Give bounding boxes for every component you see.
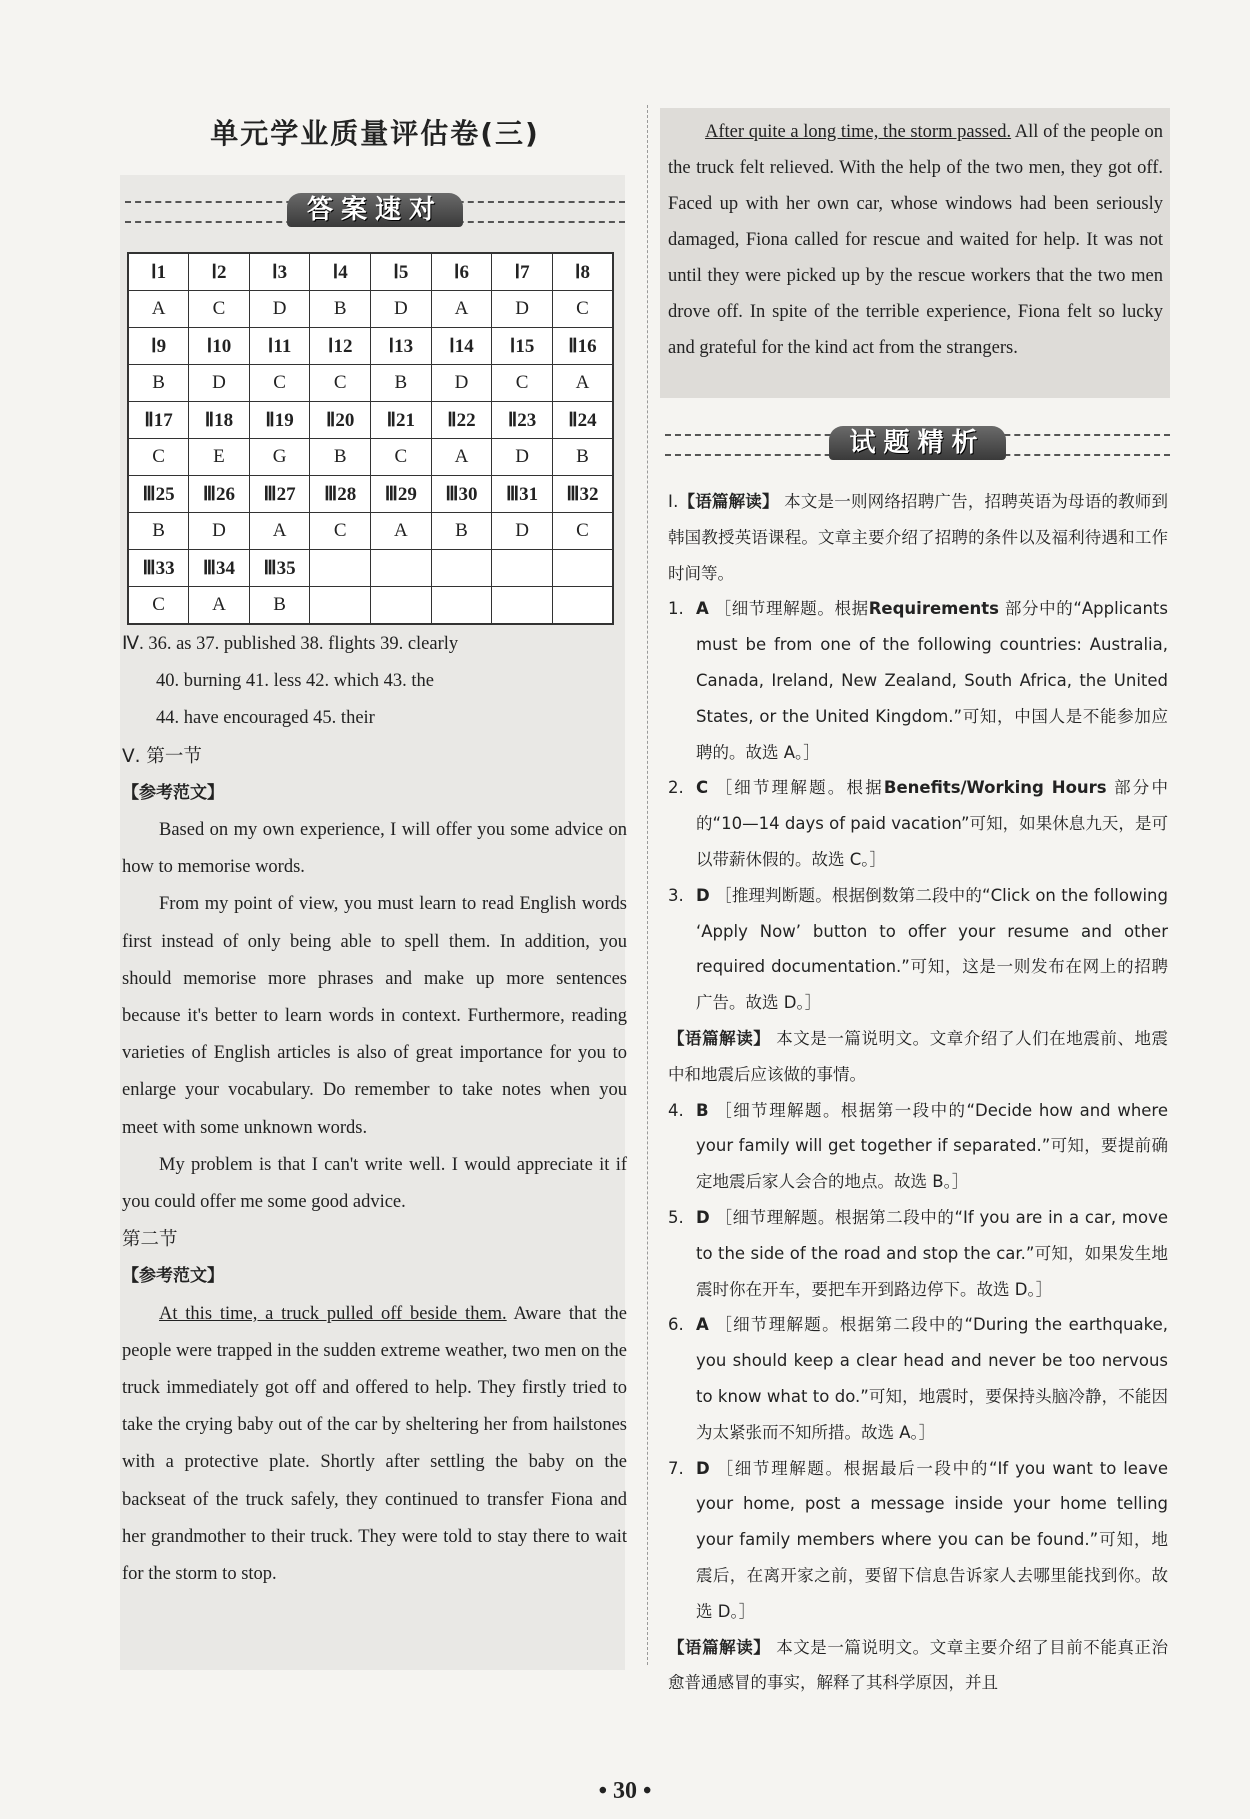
section-4-line: Ⅳ. 36. as 37. published 38. flights 39. clearly (122, 634, 459, 654)
question-number-cell: Ⅲ25 (128, 476, 189, 513)
analysis-item: 4. B ［细节理解题。根据第一段中的“Decide how and where your family will get together if separated.”可知，要提前确定地震后家人会合的地点。故选 B。］ (668, 1100, 1169, 1192)
question-number-cell: Ⅰ5 (371, 253, 432, 291)
answer-cell: C (371, 439, 432, 476)
answer-cell: C (249, 365, 310, 402)
item-answer: D (696, 1458, 710, 1478)
answer-cell: D (492, 513, 553, 550)
answer-cell: A (249, 513, 310, 550)
analysis-item: 1. A ［细节理解题。根据Requirements 部分中的“Applicants must be from one of the following countries: Australia, Canada, Ireland, New Zealand, South Africa, the United States, or the United Kingdom.”可知，中国人是不能参加应聘的。故选 A。］ (668, 599, 1169, 762)
question-number-cell: Ⅱ24 (552, 402, 613, 439)
answer-cell: C (552, 291, 613, 328)
essay-paragraph: My problem is that I can't write well. I would appreciate it if you could offer me some good advice. (122, 1154, 627, 1213)
answer-cell (492, 587, 553, 625)
underlined-sentence: After quite a long time, the storm passed. (705, 122, 1012, 142)
column-divider (647, 105, 648, 1665)
reference-label: 【参考范文】 (122, 782, 224, 803)
question-number-cell: Ⅱ19 (249, 402, 310, 439)
answer-table (127, 252, 614, 625)
item-answer: B (696, 1100, 709, 1120)
question-number-cell: Ⅲ34 (189, 550, 250, 587)
essay-paragraph: Based on my own experience, I will offer you some advice on how to memorise words. (122, 820, 627, 878)
analysis-item: 2. C ［细节理解题。根据Benefits/Working Hours 部分中的“10—14 days of paid vacation”可知，如果休息九天，是可以带薪休假的。故选 C。］ (668, 778, 1168, 869)
answer-cell: D (189, 513, 250, 550)
question-number-cell: Ⅲ32 (552, 476, 613, 513)
question-number-cell (492, 550, 553, 587)
question-number-cell: Ⅰ14 (431, 328, 492, 365)
answer-row (128, 513, 613, 550)
analysis-item: 3. D ［推理判断题。根据倒数第二段中的“Click on the following ‘Apply Now’ button to offer your resume and other required documentation.”可知，这是一则发布在网上的招聘广告。故选 D。］ (668, 885, 1168, 1013)
question-number-cell: Ⅰ10 (189, 328, 250, 365)
section-4-answers (122, 626, 627, 1593)
analysis-item: 7. D ［细节理解题。根据最后一段中的“If you want to leave your home, post a message inside your home telling your family members where you can be found.”可知，地震后，在离开家之前，要留下信息告诉家人去哪里能找到你。故选 D。］ (668, 1458, 1168, 1621)
question-number-cell: Ⅰ13 (371, 328, 432, 365)
question-number-row (128, 253, 613, 291)
answer-cell: B (431, 513, 492, 550)
question-number-cell (552, 550, 613, 587)
question-number-row (128, 328, 613, 365)
answer-cell: A (552, 365, 613, 402)
section-4-line: 40. burning 41. less 42. which 43. the (156, 671, 434, 692)
question-number-cell: Ⅲ29 (371, 476, 432, 513)
question-number-cell: Ⅲ28 (310, 476, 371, 513)
answer-cell: A (431, 291, 492, 328)
answer-row (128, 291, 613, 328)
question-number-cell: Ⅰ1 (128, 253, 189, 291)
answer-cell (310, 587, 371, 625)
essay-paragraph: At this time, a truck pulled off beside them. Aware that the people were trapped in the sudden extreme weather, two men on the truck immediately got off and offered to help. They firstly tried to take the crying baby out of the car by sheltering her from hailstones with a protective plate. Shortly after settling the baby on the backseat of the truck safely, they continued to transfer Fiona and her grandmother to their truck. They were told to stay there to wait for the storm to stop. (122, 1303, 627, 1585)
answer-cell: C (552, 513, 613, 550)
question-number-cell: Ⅱ20 (310, 402, 371, 439)
answer-cell: C (128, 439, 189, 476)
continuation-essay (668, 114, 1163, 366)
question-number-cell: Ⅰ3 (249, 253, 310, 291)
answer-row (128, 439, 613, 476)
analysis-intro-1: Ⅰ.【语篇解读】 本文是一则网络招聘广告，招聘英语为母语的教师到韩国教授英语课程。文章主要介绍了招聘的条件以及福利待遇和工作时间等。 (668, 492, 1169, 583)
question-number-cell (371, 550, 432, 587)
answer-cell (431, 587, 492, 625)
underlined-sentence: At this time, a truck pulled off beside them. (159, 1303, 507, 1324)
question-number-cell: Ⅱ23 (492, 402, 553, 439)
answer-cell: B (249, 587, 310, 625)
answer-cell: A (128, 291, 189, 328)
question-number-cell: Ⅱ16 (552, 328, 613, 365)
analysis-section (668, 484, 1168, 1701)
question-number-cell: Ⅰ8 (552, 253, 613, 291)
answer-cell: C (128, 587, 189, 625)
answer-cell: B (128, 513, 189, 550)
question-number-cell: Ⅰ6 (431, 253, 492, 291)
question-number-cell: Ⅰ7 (492, 253, 553, 291)
item-number: 4. (668, 1100, 684, 1120)
question-number-cell: Ⅰ9 (128, 328, 189, 365)
item-number: 2. (668, 778, 684, 798)
question-number-cell: Ⅲ35 (249, 550, 310, 587)
item-answer: A (696, 599, 709, 619)
question-number-cell: Ⅰ4 (310, 253, 371, 291)
item-answer: A (696, 1315, 709, 1335)
question-number-cell: Ⅰ2 (189, 253, 250, 291)
item-number: 3. (668, 885, 684, 905)
answer-cell: C (310, 365, 371, 402)
answer-cell: B (310, 439, 371, 476)
item-answer: C (696, 778, 709, 798)
answer-cell: B (552, 439, 613, 476)
question-number-cell: Ⅰ15 (492, 328, 553, 365)
question-number-cell: Ⅲ33 (128, 550, 189, 587)
reference-label: 【参考范文】 (122, 1266, 224, 1287)
answer-cell: D (189, 365, 250, 402)
question-number-cell: Ⅱ22 (431, 402, 492, 439)
question-number-row (128, 402, 613, 439)
analysis-item: 6. A ［细节理解题。根据第二段中的“During the earthquake, you should keep a clear head and never be too nervous to know what to do.”可知，地震时，要保持头脑冷静，不能因为太紧张而不知所措。故选 A。］ (668, 1315, 1168, 1442)
section-4-line: 44. have encouraged 45. their (156, 708, 375, 729)
question-number-cell: Ⅰ11 (249, 328, 310, 365)
question-number-cell: Ⅲ27 (249, 476, 310, 513)
item-answer: D (696, 885, 710, 905)
answer-cell: C (492, 365, 553, 402)
answer-cell: G (249, 439, 310, 476)
answer-cell (371, 587, 432, 625)
answer-cell: B (128, 365, 189, 402)
page-number: • 30 • (598, 1778, 652, 1804)
question-number-cell: Ⅲ30 (431, 476, 492, 513)
section-5-heading: Ⅴ. 第一节 (122, 745, 202, 767)
answer-cell: C (189, 291, 250, 328)
answer-cell: A (371, 513, 432, 550)
analysis-intro-3: 【语篇解读】 本文是一篇说明文。文章主要介绍了目前不能真正治愈普通感冒的事实，解释了其科学原因，并且 (668, 1637, 1169, 1693)
answers-banner (125, 193, 625, 227)
answer-cell: B (371, 365, 432, 402)
answer-cell: A (189, 587, 250, 625)
question-number-cell: Ⅱ18 (189, 402, 250, 439)
question-number-row (128, 550, 613, 587)
answer-cell: D (492, 439, 553, 476)
answer-cell: D (249, 291, 310, 328)
answer-cell: A (431, 439, 492, 476)
answer-cell: D (371, 291, 432, 328)
question-number-cell (310, 550, 371, 587)
question-number-cell: Ⅰ12 (310, 328, 371, 365)
answers-banner-label: 答案速对 (287, 193, 463, 227)
answer-row (128, 365, 613, 402)
answer-cell: B (310, 291, 371, 328)
item-number: 5. (668, 1207, 684, 1227)
answer-cell: D (492, 291, 553, 328)
question-number-cell: Ⅱ21 (371, 402, 432, 439)
question-number-row (128, 476, 613, 513)
answer-cell: C (310, 513, 371, 550)
answer-cell: D (431, 365, 492, 402)
item-number: 1. (668, 599, 684, 619)
question-number-cell: Ⅲ31 (492, 476, 553, 513)
question-number-cell (431, 550, 492, 587)
analysis-banner-label: 试题精析 (829, 426, 1005, 460)
question-number-cell: Ⅲ26 (189, 476, 250, 513)
analysis-banner (665, 426, 1170, 460)
page-title: 单元学业质量评估卷(三) (210, 117, 540, 150)
answer-row (128, 587, 613, 625)
essay-paragraph: After quite a long time, the storm passed. All of the people on the truck felt relieved. With the help of the two men, they got off. Faced up with her own car, whose windows had been seriously damaged, Fiona called for rescue and waited for help. It was not until they were picked up by the rescue workers that the two men drove off. In spite of the terrible experience, Fiona felt so lucky and grateful for the kind act from the strangers. (668, 122, 1163, 358)
analysis-item: 5. D ［细节理解题。根据第二段中的“If you are in a car, move to the side of the road and stop the car.”可知，如果发生地震时你在开车，要把车开到路边停下。故选 D。］ (668, 1207, 1168, 1299)
item-answer: D (696, 1207, 710, 1227)
answer-cell: E (189, 439, 250, 476)
item-number: 6. (668, 1315, 684, 1335)
analysis-intro-2: 【语篇解读】 本文是一篇说明文。文章介绍了人们在地震前、地震中和地震后应该做的事情。 (668, 1028, 1169, 1084)
answer-cell (552, 587, 613, 625)
section-5-part2-heading: 第二节 (122, 1229, 178, 1251)
essay-paragraph: From my point of view, you must learn to read English words first instead of only being able to spell them. In addition, you should memorise more phrases and make up more sentences because it's better to learn words in context. Furthermore, reading varieties of English articles is also of great importance for you to enlarge your vocabulary. Do remember to take notes when you meet with some unknown words. (122, 894, 627, 1138)
item-number: 7. (668, 1458, 684, 1478)
question-number-cell: Ⅱ17 (128, 402, 189, 439)
